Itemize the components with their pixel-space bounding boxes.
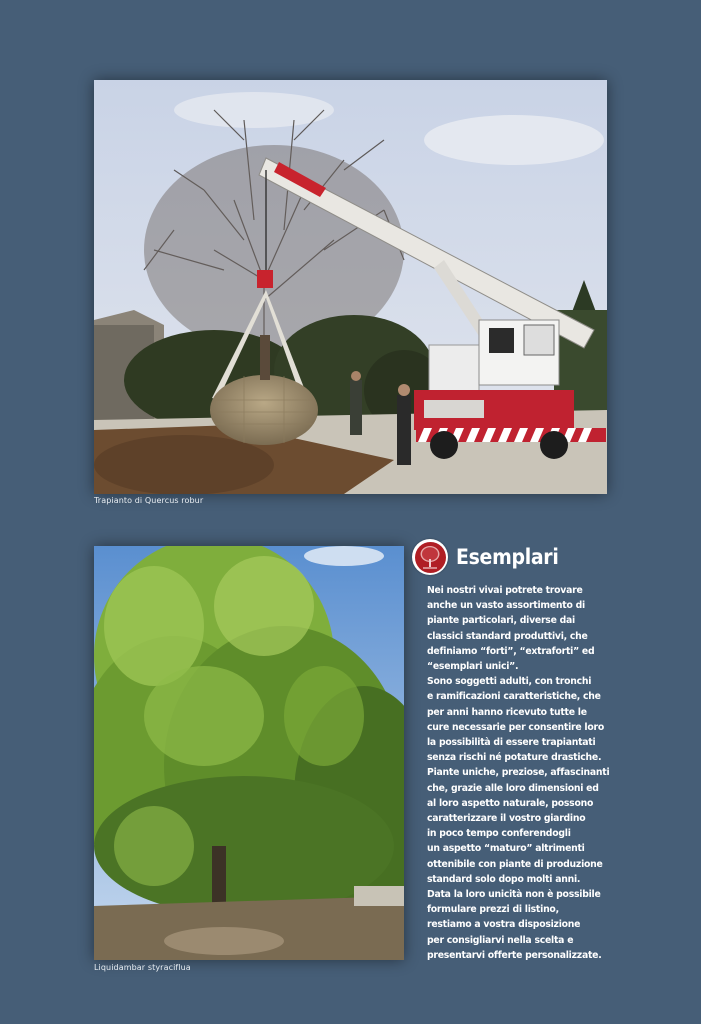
body-text-line: e ramificazioni caratteristiche, che [427,691,601,703]
body-text-line: Nei nostri vivai potrete trovare [427,585,583,596]
body-text-line: piante particolari, diverse dai [427,615,575,627]
body-text-line: in poco tempo conferendogli [427,828,571,840]
body-text-line: senza rischi né potature drastiche. [427,752,602,764]
section-title: Esemplari [456,545,559,569]
body-text-line: “esemplari unici”. [427,661,519,673]
section-heading [412,537,559,577]
body-text-line: per anni hanno ricevuto tutte le [427,706,587,718]
body-text-line: per consigliarvi nella scelta e [427,934,574,946]
photo-liquidambar [94,546,404,960]
body-text-line: restiamo a vostra disposizione [427,919,581,931]
body-text-line: caratterizzare il vostro giardino [427,813,586,825]
body-text-line: Piante uniche, preziose, affascinanti [427,767,610,779]
caption-liquidambar-photo: Liquidambar styraciflua [94,963,191,972]
body-text-line: la possibilità di essere trapiantati [427,737,596,749]
body-text-line: definiamo “forti”, “extraforti” ed [427,645,595,657]
body-text-line: Sono soggetti adulti, con tronchi [427,676,592,688]
body-text-line: presentarvi offerte personalizzate. [427,949,602,961]
body-text-line: cure necessarie per consentire loro [427,721,604,733]
body-text-line: che, grazie alle loro dimensioni ed [427,782,599,794]
body-text-line: anche un vasto assortimento di [427,600,585,612]
liquidambar-tree-illustration [94,546,404,960]
crane-transplant-illustration [94,80,607,494]
caption-crane-photo: Trapianto di Quercus robur [94,496,204,505]
section-body-text [427,583,627,963]
red-tree-icon [412,539,448,575]
body-text-line: un aspetto “maturo” altrimenti [427,843,585,855]
body-text-line: al loro aspetto naturale, possono [427,797,594,809]
body-text-line: standard solo dopo molti anni. [427,873,581,885]
photo-crane-transplant [94,80,607,494]
body-text-line: formulare prezzi di listino, [427,904,559,916]
body-text-line: Data la loro unicità non è possibile [427,889,601,901]
body-text-line: ottenibile con piante di produzione [427,858,603,870]
body-text-line: classici standard produttivi, che [427,630,588,642]
